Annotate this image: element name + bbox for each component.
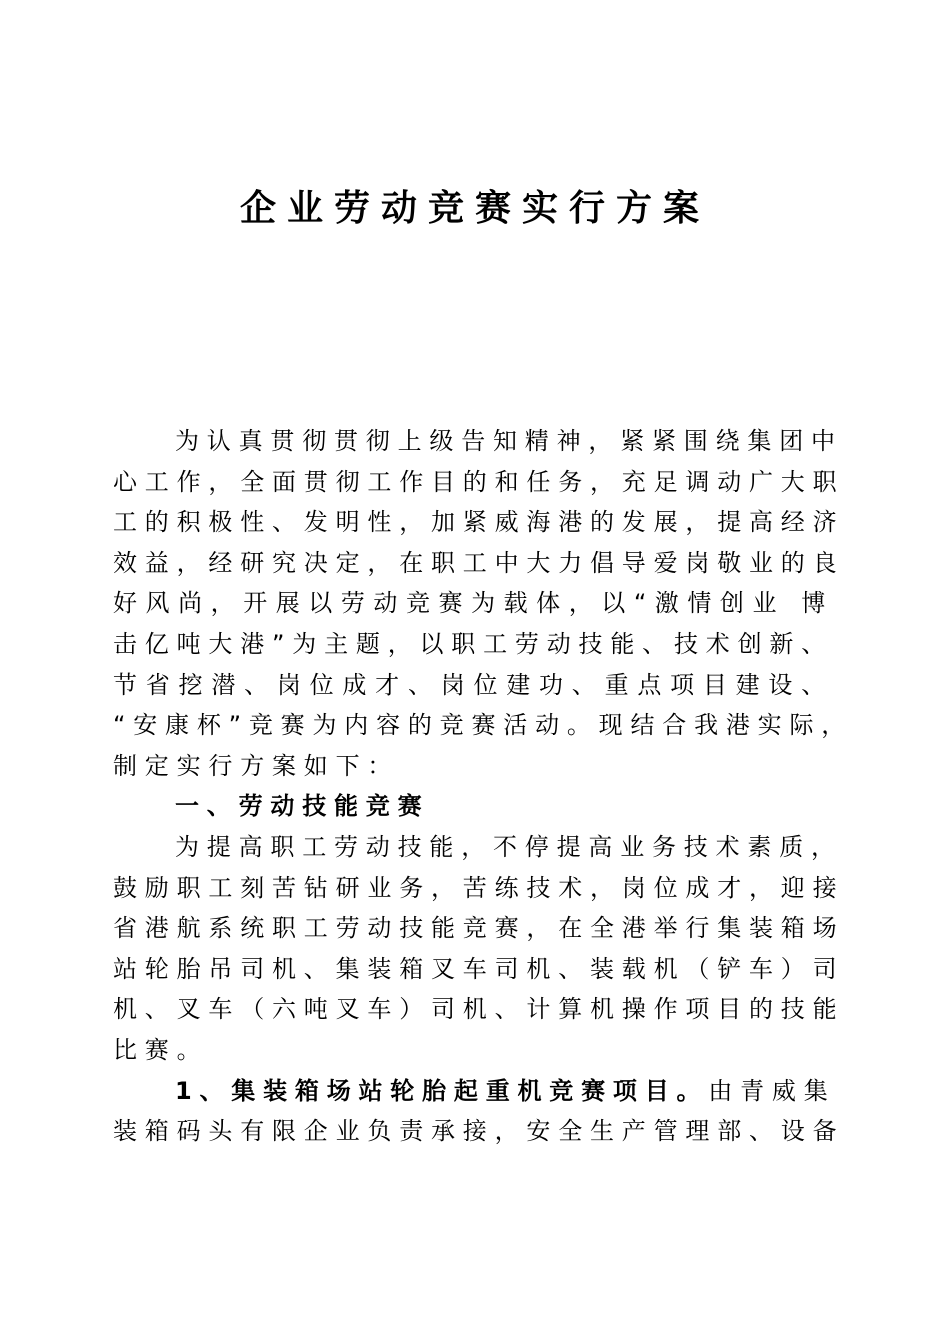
section-heading: 一、劳动技能竞赛: [175, 792, 430, 821]
paragraph-line: 效益，经研究决定，在职工中大力倡导爱岗敬业的良: [113, 548, 845, 577]
paragraph-line: 工的积极性、发明性，加紧威海港的发展，提高经济: [113, 508, 845, 537]
paragraph-line: 鼓励职工刻苦钻研业务，苦练技术，岗位成才，迎接: [113, 873, 845, 902]
paragraph-line: 为认真贯彻贯彻上级告知精神，紧紧围绕集团中: [175, 427, 843, 455]
paragraph-line: 装箱码头有限企业负责承接，安全生产管理部、设备: [113, 1117, 845, 1146]
item-text: 由青威集: [708, 1076, 836, 1105]
paragraph-line: 机、叉车（六吨叉车）司机、计算机操作项目的技能: [113, 995, 845, 1024]
paragraph-line: 好风尚，开展以劳动竞赛为载体，以“激情创业 博: [113, 589, 833, 618]
item-heading: 1、集装箱场站轮胎起重机竞赛项目。: [175, 1076, 709, 1105]
item-line: [113, 1071, 836, 1112]
paragraph-line: 站轮胎吊司机、集装箱叉车司机、装载机（铲车）司: [113, 954, 845, 983]
paragraph-line: “安康杯”竞赛为内容的竞赛活动。现结合我港实际，: [113, 711, 854, 740]
paragraph-line: 制定实行方案如下：: [113, 751, 400, 780]
paragraph-line: 省港航系统职工劳动技能竞赛，在全港举行集装箱场: [113, 914, 845, 943]
paragraph-line: 心工作，全面贯彻工作目的和任务，充足调动广大职: [113, 467, 845, 496]
document-title: 企业劳动竞赛实行方案: [239, 187, 710, 229]
paragraph-line: 节省挖潜、岗位成才、岗位建功、重点项目建设、: [113, 670, 833, 699]
paragraph-line: 比赛。: [113, 1035, 209, 1064]
paragraph-line: 击亿吨大港”为主题，以职工劳动技能、技术创新、: [113, 629, 833, 658]
paragraph-line: 为提高职工劳动技能，不停提高业务技术素质，: [175, 832, 843, 861]
document-body: [113, 421, 854, 1152]
